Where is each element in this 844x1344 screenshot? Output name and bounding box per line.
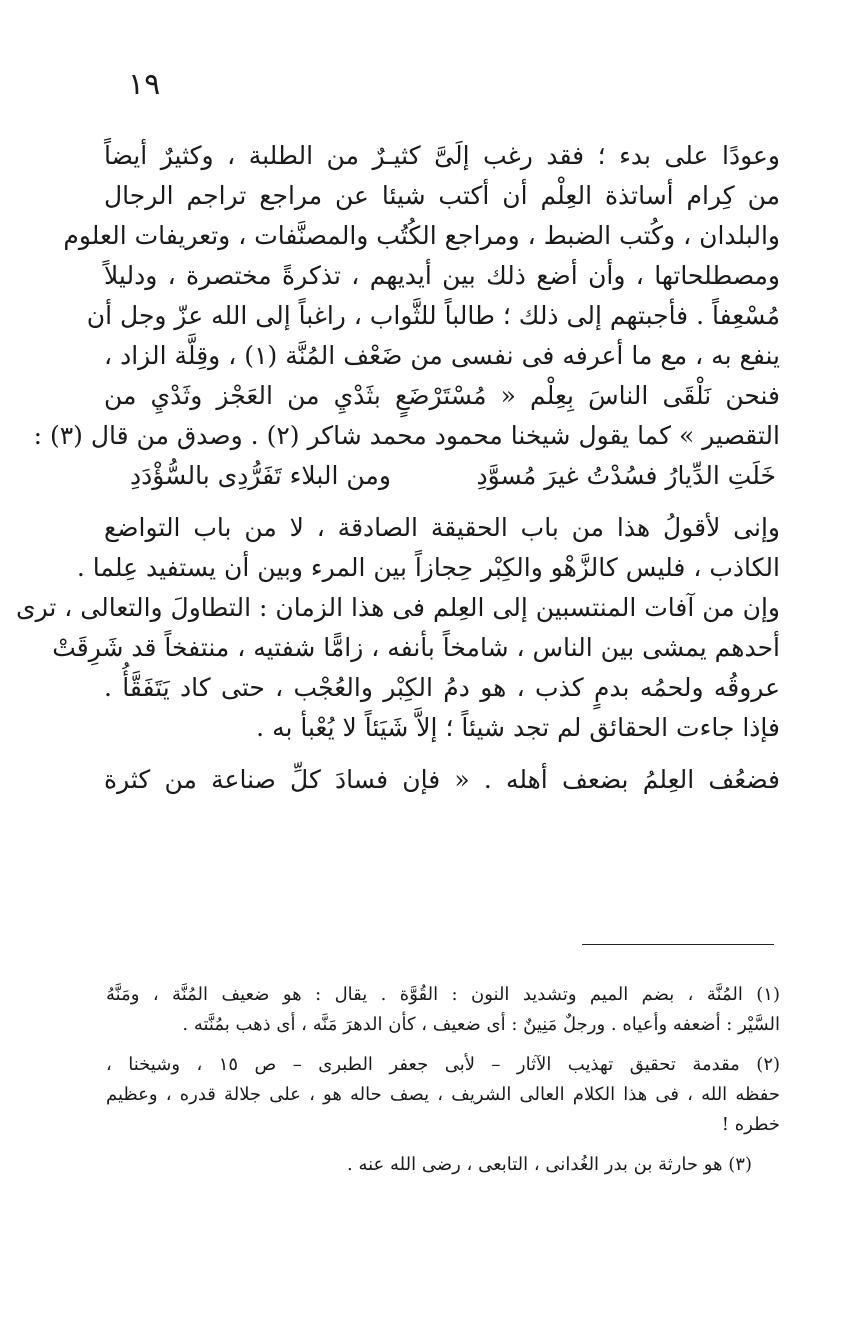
main-text: [16, 136, 780, 800]
page-number: ١٩: [128, 67, 161, 102]
footnote-separator: [582, 944, 774, 945]
paragraph-gap: [104, 748, 780, 760]
footnote-1-line: السَّيْر : أضعفه وأعياه . ورجلٌ مَنِينٌ : أى ضعيف ، كأن الدهرَ مَنَّه ، أى ذهب بمُنَّته .: [182, 1014, 780, 1035]
body-line: وإن من آفات المنتسبين إلى العِلم فى هذا الزمان : التطاولَ والتعالى ، ترى: [16, 593, 780, 622]
body-line: ومصطلحاتها ، وأن أضع ذلك بين أيديهم ، تذكرةً مختصرة ، ودليلاً: [104, 261, 780, 290]
body-line: التقصير » كما يقول شيخنا محمود محمد شاكر (٢) . وصدق من قال (٣) :: [33, 421, 780, 450]
body-line: عروقُه ولحمُه بدمٍ كذب ، هو دمُ الكِبْر والعُجْب ، حتى كاد يَتَفَقَّأُ .: [104, 673, 780, 702]
footnote-2-line: خطره !: [721, 1114, 780, 1135]
footnote-3-line: (٣) هو حارثة بن بدر الغُدانى ، التابعى ، رضى الله عنه .: [347, 1154, 752, 1175]
verse-first-hemistich: خَلَتِ الدِّيارُ فسُدْتُ غيرَ مُسوَّدِ: [476, 461, 776, 490]
body-line: والبلدان ، وكُتب الضبط ، ومراجع الكُتُب والمصنَّفات ، وتعريفات العلوم: [63, 221, 780, 250]
verse-second-hemistich: ومن البلاء تَفَرُّدِى بالسُّؤْدَدِ: [130, 461, 391, 490]
body-line: من كِرام أساتذة العِلْم أن أكتب شيئا عن مراجع تراجم الرجال: [104, 181, 780, 210]
body-line: وإنى لأقولُ هذا من باب الحقيقة الصادقة ، لا من باب التواضع: [104, 513, 780, 542]
body-line: ينفع به ، مع ما أعرفه فى نفسى من ضَعْف المُنَّة (١) ، وقِلَّة الزاد ،: [104, 341, 780, 370]
footnote-1-line: (١) المُنَّة ، بضم الميم وتشديد النون : القُوَّة . يقال : هو ضعيف المُنَّة ، ومَنَّهُ: [106, 984, 780, 1005]
body-line: مُسْعِفاً . فأجبتهم إلى ذلك ؛ طالباً للثَّواب ، راغباً إلى الله عزّ وجل أن: [86, 301, 780, 330]
body-line: وعودًا على بدء ؛ فقد رغب إلَىَّ كثيـرٌ من الطلبة ، وكثيرٌ أيضاً: [104, 141, 780, 170]
paragraph-gap: [104, 496, 780, 508]
body-line: فإذا جاءت الحقائق لم تجد شيئاً ؛ إلاَّ شَيَئاً لا يُعْبأ به .: [256, 713, 780, 742]
poem-verse: [104, 456, 780, 496]
body-line: فنحن نَلْقَى الناسَ بِعِلْم « مُسْتَرْضَعٍ بثَدْيِ من العَجْز وثَدْيِ من: [104, 381, 780, 410]
footnotes: [106, 980, 780, 1180]
body-line: فضعُف العِلمُ بضعف أهله . « فإن فسادَ كلِّ صناعة من كثرة: [104, 765, 780, 794]
footnote-2-line: (٢) مقدمة تحقيق تهذيب الآثار – لأبى جعفر الطبرى – ص ١٥ ، وشيخنا ،: [106, 1054, 781, 1075]
footnote-2-line: حفظه الله ، فى هذا الكلام العالى الشريف ، يصف حاله هو ، على جلالة قدره ، وعظيم: [106, 1084, 780, 1105]
body-line: أحدهم يمشى بين الناس ، شامخاً بأنفه ، زامًّا شفتيه ، منتفخاً قد شَرِقَتْ: [52, 633, 780, 662]
body-line: الكاذب ، فليس كالزَّهْو والكِبْر حِجازاً بين المرء وبين أن يستفيد عِلما .: [76, 553, 780, 582]
